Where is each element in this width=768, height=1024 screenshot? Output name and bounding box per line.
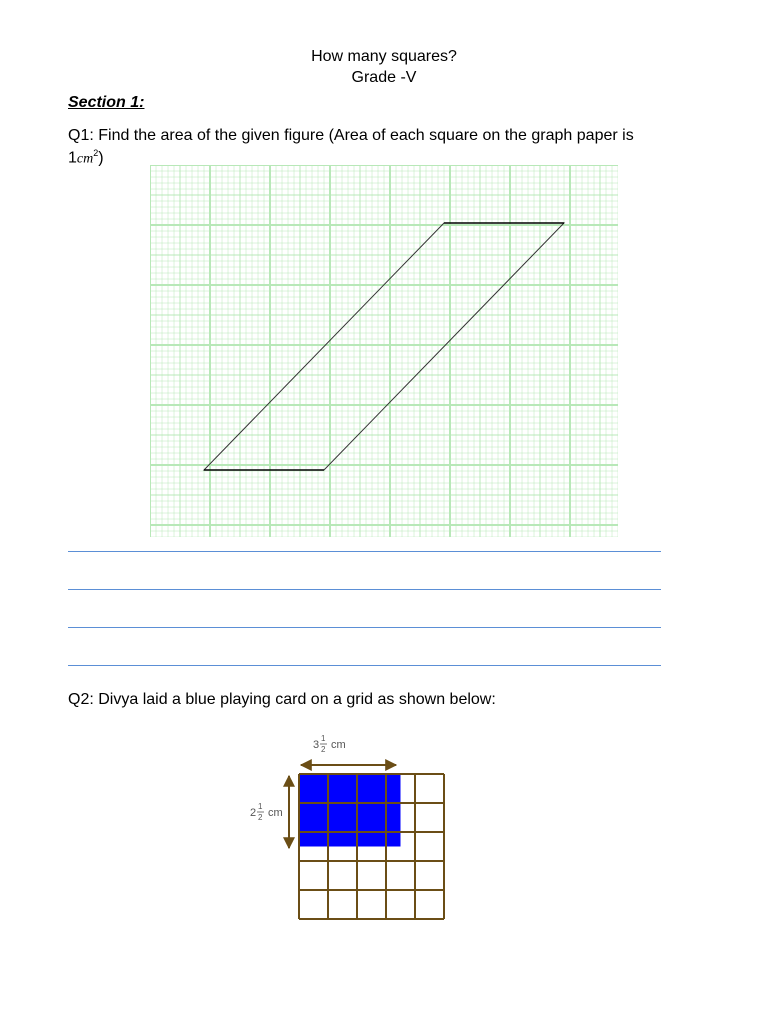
width-label-whole: 3 [313,739,320,751]
answer-line[interactable] [68,627,661,628]
graph-paper-figure [150,165,618,537]
answer-line[interactable] [68,665,661,666]
graph-paper-grid [150,165,618,537]
answer-line[interactable] [68,551,661,552]
height-label-whole: 2 [250,807,257,819]
playing-card-grid-figure [240,728,450,928]
q1-unit: cm [76,151,94,167]
q1-exponent: 2 [93,148,99,158]
q1-close-paren: ) [98,149,104,167]
section-heading: Section 1: [68,94,145,111]
q2-text: Q2: Divya laid a blue playing card on a grid as shown below: [68,691,496,708]
card-grid [299,774,444,919]
answer-line[interactable] [68,589,661,590]
width-label-numerator: 1 [321,734,326,743]
width-label-unit: cm [331,739,346,751]
height-label [250,802,283,822]
height-label-numerator: 1 [258,802,263,811]
height-label-denominator: 2 [258,813,263,822]
width-label-denominator: 2 [321,745,326,754]
grade-label: Grade -V [351,69,417,86]
q1-area-value: 1 [68,149,77,167]
worksheet-title: How many squares? [311,48,457,65]
q1-text-line2 [68,148,104,167]
height-label-unit: cm [268,807,283,819]
width-label [313,734,346,754]
q1-text-line1: Q1: Find the area of the given figure (Area of each square on the graph paper is [68,127,634,144]
